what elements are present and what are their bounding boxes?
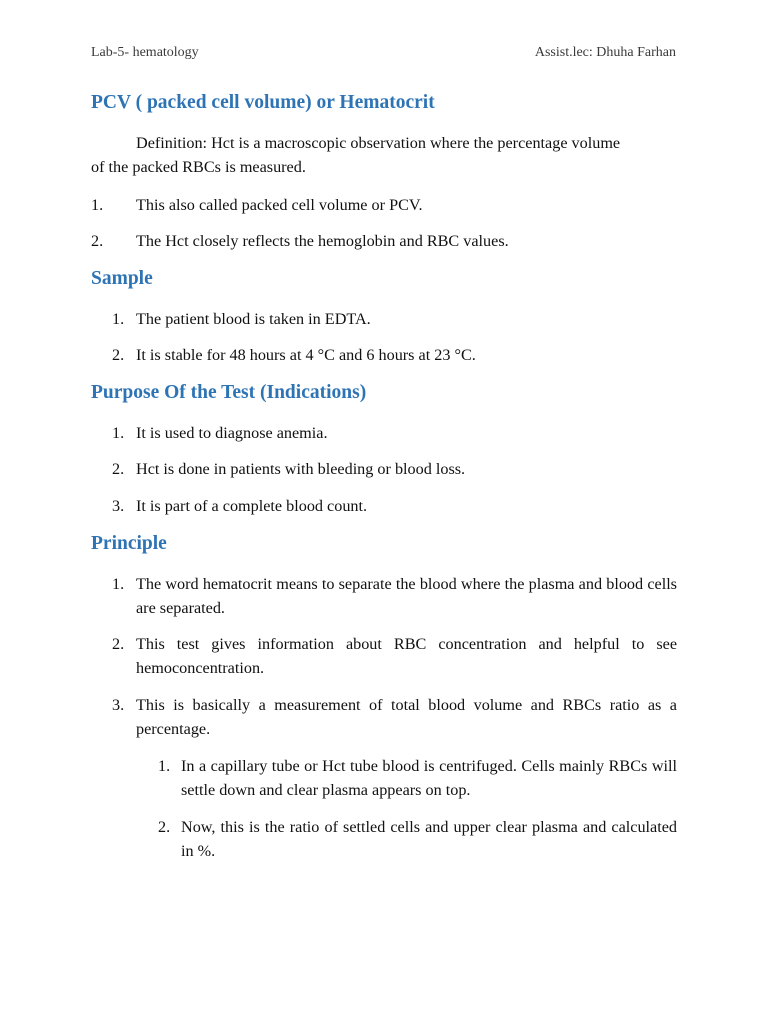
pcv-definition-line2: of the packed RBCs is measured. <box>91 158 306 176</box>
purpose-item-3-number: 3. <box>112 497 125 515</box>
principle-subitem-2-number: 2. <box>158 818 171 836</box>
sample-item-1-text: The patient blood is taken in EDTA. <box>136 310 371 328</box>
principle-subitem-2-text: Now, this is the ratio of settled cells and upper clear plasma and calculated in %. <box>181 818 677 860</box>
purpose-item-2-text: Hct is done in patients with bleeding or blood loss. <box>136 460 466 478</box>
principle-item-2-number: 2. <box>112 635 125 653</box>
purpose-item-2-number: 2. <box>112 460 125 478</box>
pcv-item-2-number: 2. <box>91 232 104 250</box>
purpose-item-3-text: It is part of a complete blood count. <box>136 497 368 515</box>
principle-item-1-number: 1. <box>112 575 125 593</box>
heading-sample: Sample <box>91 268 153 289</box>
heading-pcv: PCV ( packed cell volume) or Hematocrit <box>91 92 435 113</box>
sample-item-2-text: It is stable for 48 hours at 4 °C and 6 hours at 23 °C. <box>136 346 476 364</box>
sample-item-2-number: 2. <box>112 346 125 364</box>
principle-subitem-1-text: In a capillary tube or Hct tube blood is centrifuged. Cells mainly RBCs will settle down and clear plasma appears on top. <box>181 757 677 799</box>
principle-item-3-number: 3. <box>112 696 125 714</box>
header-lecturer-label: Assist.lec: Dhuha Farhan <box>534 45 676 60</box>
principle-item-1-text: The word hematocrit means to separate the blood where the plasma and blood cells are separated. <box>136 575 677 617</box>
heading-principle: Principle <box>91 533 167 554</box>
heading-purpose: Purpose Of the Test (Indications) <box>91 382 367 403</box>
pcv-item-1-number: 1. <box>91 196 104 214</box>
page-header <box>91 45 676 65</box>
pcv-item-1-text: This also called packed cell volume or PCV. <box>136 196 423 214</box>
purpose-item-1-text: It is used to diagnose anemia. <box>136 424 328 442</box>
principle-subitem-1-number: 1. <box>158 757 171 775</box>
header-course-label: Lab-5- hematology <box>91 45 199 60</box>
purpose-item-1-number: 1. <box>112 424 125 442</box>
pcv-item-2-text: The Hct closely reflects the hemoglobin and RBC values. <box>136 232 509 250</box>
principle-item-3-text: This is basically a measurement of total blood volume and RBCs ratio as a percentage. <box>136 696 677 738</box>
sample-item-1-number: 1. <box>112 310 125 328</box>
pcv-definition-line1: Definition: Hct is a macroscopic observation where the percentage volume <box>136 134 621 152</box>
principle-item-2-text: This test gives information about RBC concentration and helpful to see hemoconcentration. <box>136 635 677 677</box>
